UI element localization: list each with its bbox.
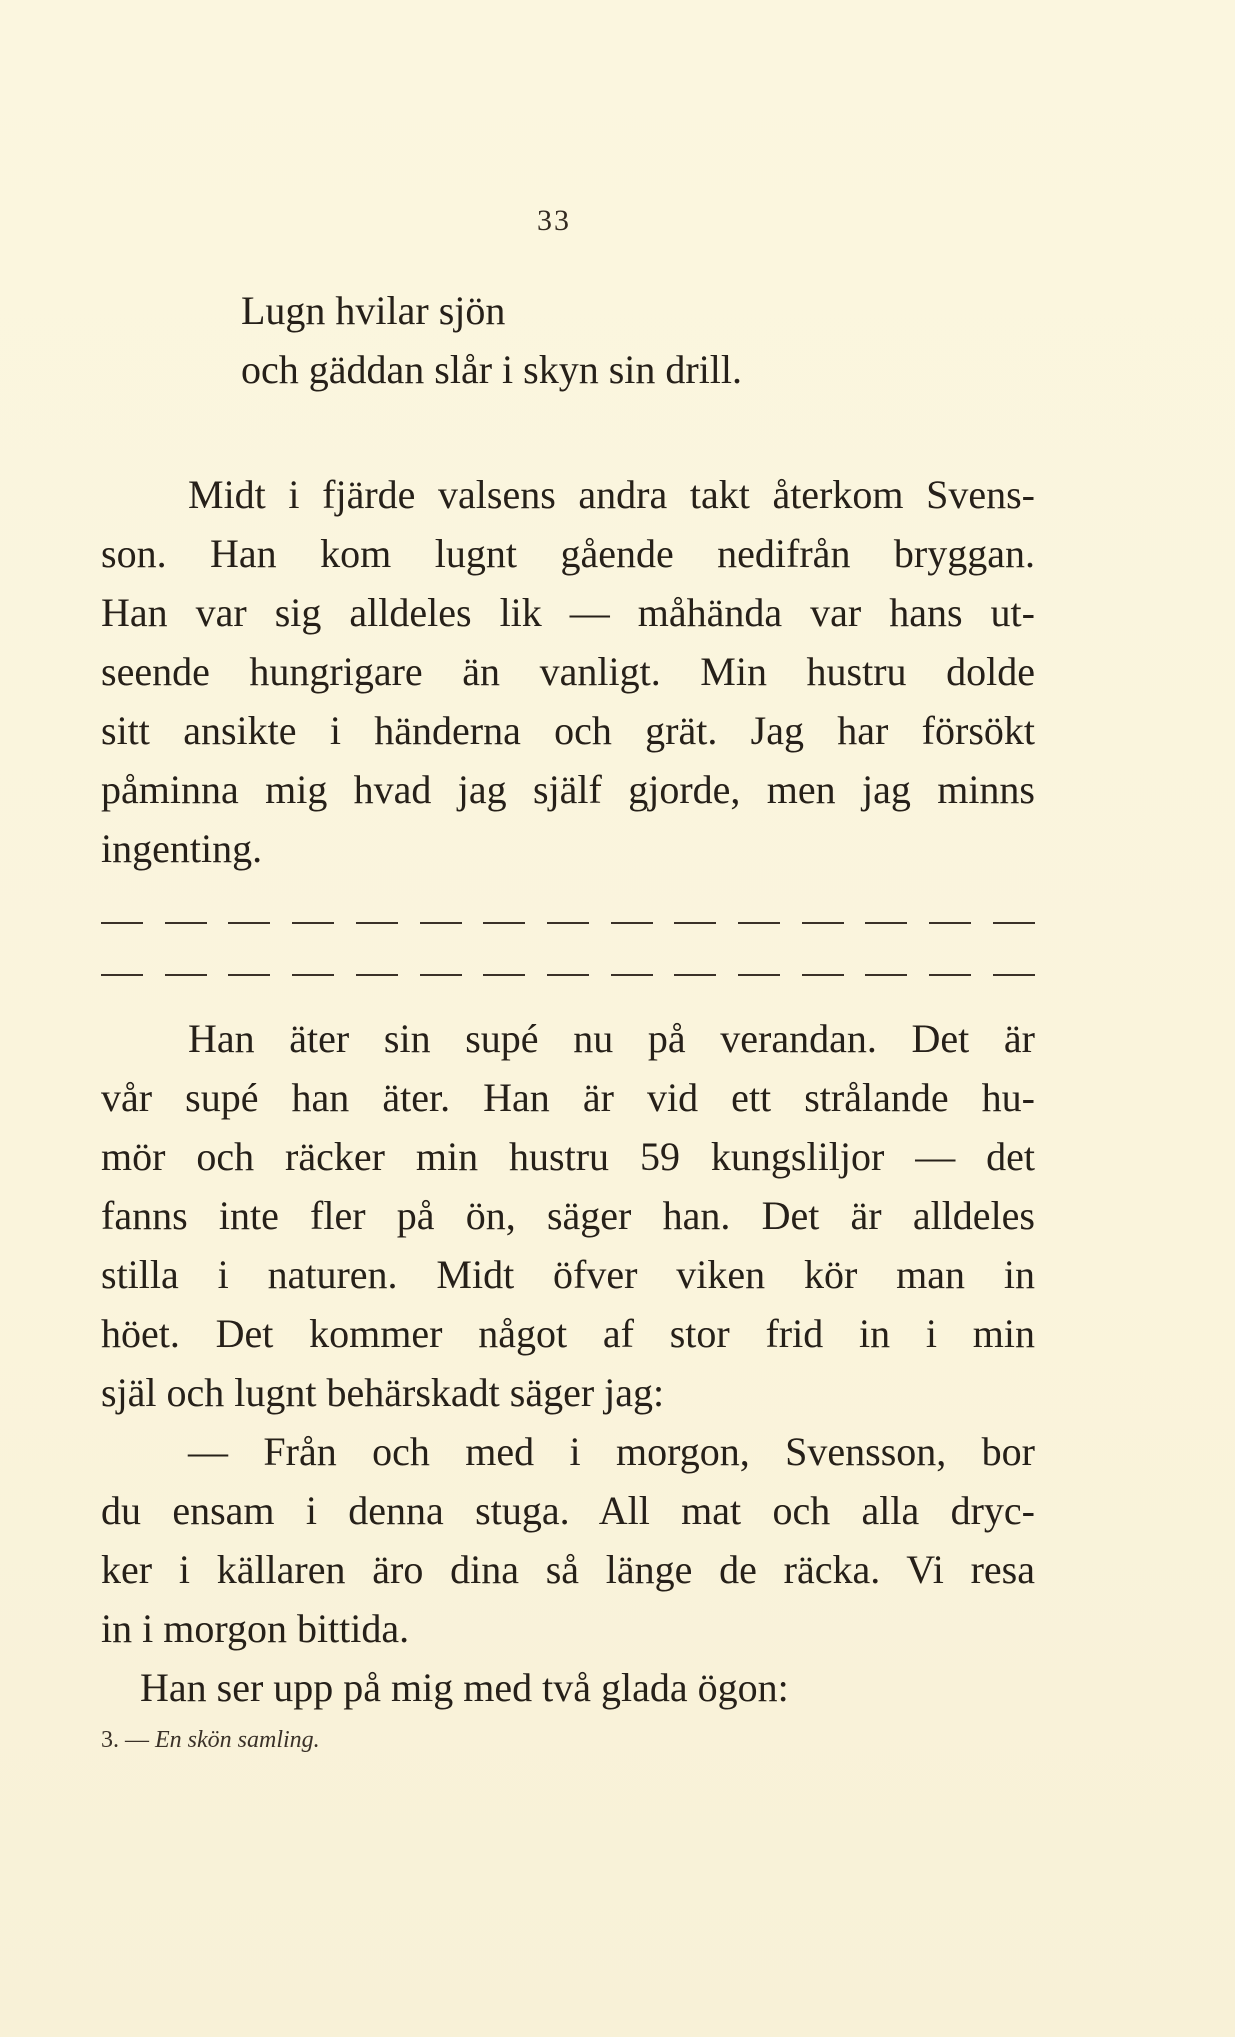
- paragraph1-line-5: sitt ansikte i händerna och grät. Jag har försökt: [101, 708, 1035, 753]
- paragraph3-line-3: ker i källaren äro dina så länge de räcka. Vi resa: [101, 1547, 1035, 1592]
- page-number: 33: [537, 204, 571, 237]
- signature-title: En skön samling.: [155, 1727, 320, 1753]
- paragraph2-line-7: själ och lugnt behärskadt säger jag:: [101, 1370, 665, 1415]
- paragraph2-line-5: stilla i naturen. Midt öfver viken kör man in: [101, 1252, 1035, 1297]
- paragraph2-line-2: vår supé han äter. Han är vid ett strålande hu-: [101, 1075, 1035, 1120]
- paragraph1-line-4: seende hungrigare än vanligt. Min hustru dolde: [101, 649, 1035, 694]
- verse-line-1: Lugn hvilar sjön: [241, 288, 506, 333]
- paragraph2-line-6: höet. Det kommer något af stor frid in i min: [101, 1311, 1035, 1356]
- paragraph1-line-7: ingenting.: [101, 826, 263, 871]
- paragraph2-line-1: Han äter sin supé nu på verandan. Det är: [188, 1016, 1035, 1061]
- paragraph2-line-3: mör och räcker min hustru 59 kungsliljor — det: [101, 1134, 1035, 1179]
- paragraph3-line-4: in i morgon bittida.: [101, 1606, 410, 1651]
- signature-number: 3. —: [101, 1727, 149, 1753]
- paragraph1-line-3: Han var sig alldeles lik — måhända var hans ut-: [101, 590, 1035, 635]
- verse-line-2: och gäddan slår i skyn sin drill.: [241, 347, 743, 392]
- paragraph3-line-2: du ensam i denna stuga. All mat och alla dryc-: [101, 1488, 1035, 1533]
- dash-separator: [101, 922, 1035, 926]
- paragraph3-line-1: — Från och med i morgon, Svensson, bor: [188, 1429, 1035, 1474]
- paragraph1-line-6: påminna mig hvad jag själf gjorde, men jag minns: [101, 767, 1035, 812]
- page-edge: [1235, 0, 1242, 2037]
- signature-mark: [101, 1727, 320, 1754]
- paragraph1-line-2: son. Han kom lugnt gående nedifrån bryggan.: [101, 531, 1035, 576]
- dash-separator: [101, 974, 1035, 978]
- paragraph4-line-1: Han ser upp på mig med två glada ögon:: [140, 1665, 789, 1710]
- paragraph2-line-4: fanns inte fler på ön, säger han. Det är alldeles: [101, 1193, 1035, 1238]
- paragraph1-line-1: Midt i fjärde valsens andra takt återkom Svens-: [188, 472, 1035, 517]
